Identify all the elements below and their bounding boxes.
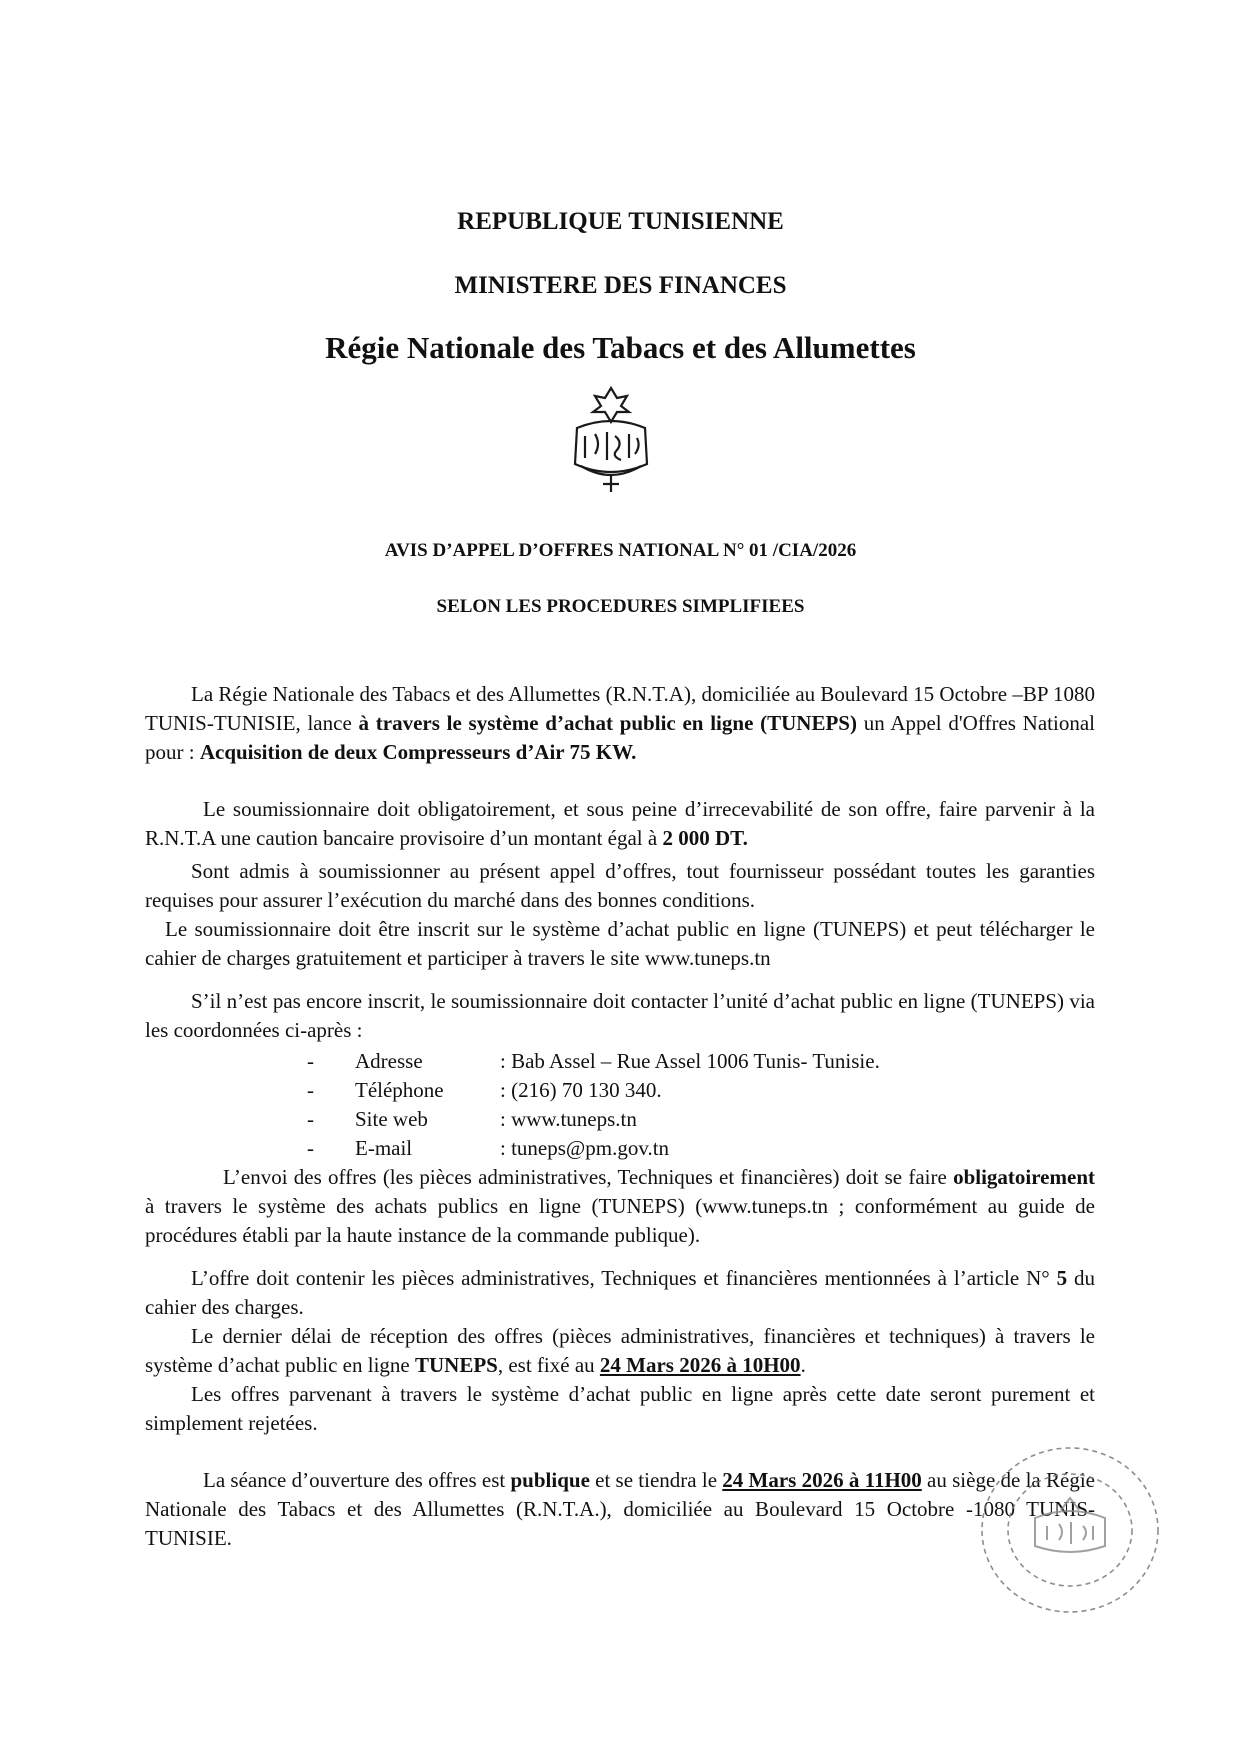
paragraph-contact-intro: S’il n’est pas encore inscrit, le soumissionnaire doit contacter l’unité d’achat public en ligne (TUNEPS) via les coordonnées ci-après : [145, 989, 1095, 1042]
paragraph-submission-method: L’envoi des offres (les pièces administratives, Techniques et financières) doit se faire obligatoirement à travers le système des achats publics en ligne (TUNEPS) (www.tuneps.tn ; conformément au guide de procédures établi par la haute instance de la commande publique). [145, 1165, 1095, 1247]
contact-item-phone: - Téléphone : (216) 70 130 340. [307, 1078, 662, 1102]
paragraph-bank-guarantee: Le soumissionnaire doit obligatoirement, et sous peine d’irrecevabilité de son offre, faire parvenir à la R.N.T.A une caution bancaire provisoire d’un montant égal à 2 000 DT. [145, 797, 1095, 850]
notice-body [145, 680, 1095, 1553]
contact-list [145, 1047, 1095, 1163]
paragraph-opening-session: La séance d’ouverture des offres est publique et se tiendra le 24 Mars 2026 à 11H00 au siège de la Régie Nationale des Tabacs et des Allumettes (R.N.T.A.), domiciliée au Boulevard 15 Octobre -1080 TUNIS-TUNISIE. [145, 1468, 1095, 1550]
notice-subtitle: SELON LES PROCEDURES SIMPLIFIEES [436, 596, 805, 617]
paragraph-late-offers: Les offres parvenant à travers le système d’achat public en ligne après cette date seront purement et simplement rejetées. [145, 1382, 1095, 1435]
opening-date: 24 Mars 2026 à 11H00 [722, 1468, 922, 1492]
organization-heading: Régie Nationale des Tabacs et des Allumettes [325, 330, 916, 365]
country-heading: REPUBLIQUE TUNISIENNE [457, 208, 784, 235]
rnta-emblem-icon [567, 384, 655, 496]
contact-item-email: - E-mail : tuneps@pm.gov.tn [307, 1136, 670, 1160]
paragraph-introduction: La Régie Nationale des Tabacs et des Allumettes (R.N.T.A), domiciliée au Boulevard 15 Octobre –BP 1080 TUNIS-TUNISIE, lance à travers le système d’achat public en ligne (TUNEPS) un Appel d'Offres National pour : Acquisition de deux Compresseurs d’Air 75 KW. [145, 682, 1095, 764]
paragraph-registration: Le soumissionnaire doit être inscrit sur le système d’achat public en ligne (TUNEPS) et peut télécharger le cahier de charges gratuitement et participer à travers le site www.tuneps.tn [145, 917, 1095, 970]
deadline-date: 24 Mars 2026 à 10H00 [599, 1353, 801, 1377]
paragraph-offer-content: L’offre doit contenir les pièces administratives, Techniques et financières mentionnées à l’article N° 5 du cahier des charges. [145, 1266, 1096, 1319]
paragraph-deadline: Le dernier délai de réception des offres (pièces administratives, financières et techniques) à travers le système d’achat public en ligne TUNEPS, est fixé au 24 Mars 2026 à 10H00. [145, 1324, 1095, 1377]
contact-item-address: - Adresse : Bab Assel – Rue Assel 1006 Tunis- Tunisie. [307, 1049, 880, 1073]
notice-title: AVIS D’APPEL D’OFFRES NATIONAL N° 01 /CIA/2026 [384, 540, 857, 561]
contact-item-website: - Site web : www.tuneps.tn [307, 1107, 637, 1131]
official-round-stamp-icon [975, 1440, 1165, 1618]
paragraph-eligibility: Sont admis à soumissionner au présent appel d’offres, tout fournisseur possédant toutes les garanties requises pour assurer l’exécution du marché dans des bonnes conditions. [145, 859, 1095, 912]
ministry-heading: MINISTERE DES FINANCES [454, 272, 787, 299]
